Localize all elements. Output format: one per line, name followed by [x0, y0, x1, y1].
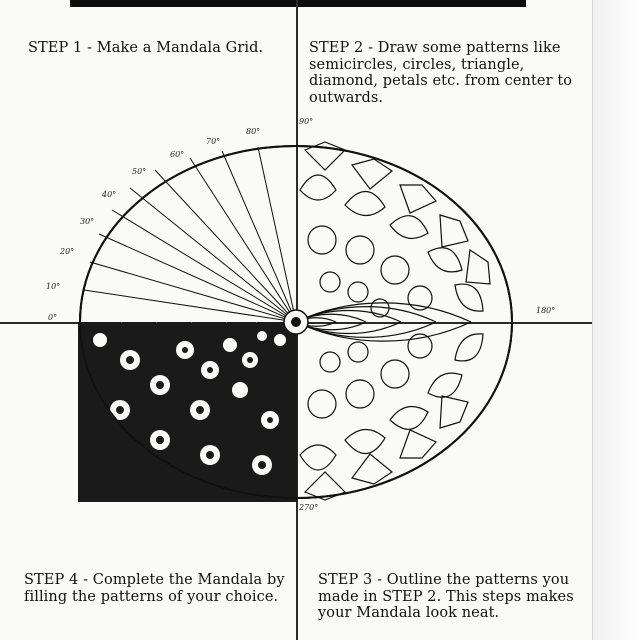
filled-patterns	[78, 303, 297, 502]
degree-label-80: 80°	[246, 127, 261, 136]
degree-label-50: 50°	[132, 167, 147, 176]
step-3-text: STEP 3 - Outline the patterns you made in STEP 2. This steps makes your Mandala look neat.	[318, 572, 574, 621]
degree-label-180: 180°	[536, 306, 556, 315]
step-1-text: STEP 1 - Make a Mandala Grid.	[28, 40, 264, 56]
degree-label-40: 40°	[102, 190, 117, 199]
step-2-text: STEP 2 - Draw some patterns like semicircles, circles, triangle, diamond, petals etc. from center to outwards.	[309, 40, 573, 106]
degree-label-70: 70°	[206, 137, 221, 146]
degree-label-0: 0°	[48, 313, 58, 322]
degree-label-60: 60°	[170, 150, 185, 159]
step-4-text: STEP 4 - Complete the Mandala by filling the patterns of your choice.	[24, 572, 285, 605]
degree-label-270: 270°	[299, 503, 319, 512]
degree-label-30: 30°	[80, 217, 95, 226]
outlined-patterns	[296, 142, 490, 500]
degree-label-10: 10°	[46, 282, 61, 291]
degree-label-20: 20°	[60, 247, 75, 256]
grid-rays	[84, 147, 296, 322]
degree-label-90: 90°	[299, 117, 314, 126]
